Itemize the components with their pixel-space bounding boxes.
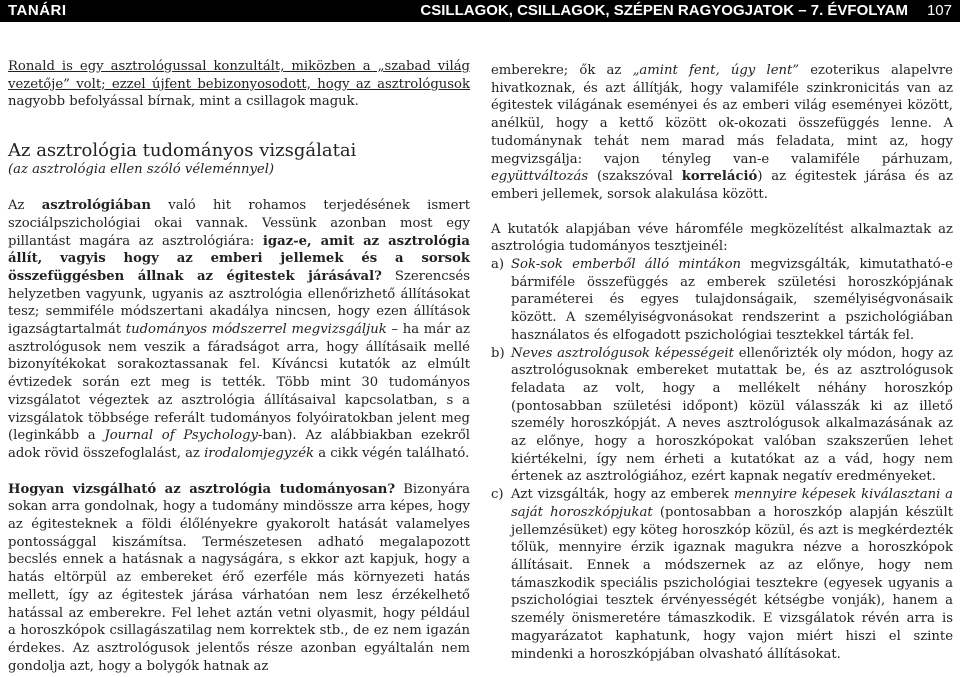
bold-heading-inline: Hogyan vizsgálható az asztrológia tudományosan? — [8, 481, 396, 497]
right-paragraph-1 — [491, 62, 953, 204]
section-title: Az asztrológia tudományos vizsgálatai — [8, 140, 357, 162]
text-run: ezoterikus alapelvre hivatkoznak, és azt állítják, hogy valamiféle szinkronicitás van az égitestek világának eseményei és az emberi világ eseményei között, anélkül, hogy a kettő között ok-okozati összefüggés lenne. A tudománynak tehát nem marad más feladata, mint az, hogy megvizsgálja: vajon tényleg van-e valamiféle párhuzam, — [491, 63, 953, 167]
italic-phrase: tudományos módszerrel megvizsgáljuk — [125, 322, 387, 338]
bold-term: korreláció — [681, 169, 758, 185]
intro-underlined-text: Ronald is egy asztrológussal konzultált, miközben a „szabad világ vezetője” volt; ezzel újfent bebizonyosodott, hogy az asztrológusok — [8, 59, 470, 92]
bold-question: igaz-e, amit az asztrológia állít, vagyis hogy az emberi jellemek és a sorsok összefüggésben állnak az égitestek járásával? — [8, 233, 470, 284]
text-run: Szerencsés helyzetben vagyunk, ugyanis az asztrológia ellenőrizhető állításokat tesz; semmiféle módszertani akadálya nincsen, hogy ezen állítások igazságtartalmát — [8, 268, 471, 338]
body-paragraph-2 — [8, 481, 470, 676]
text-run: megvizsgálták, kimutatható-e bármiféle összefüggés az emberek születési horoszkópjának paraméterei és egyes tulajdonságaik, személyiségvonásaik között. A személyiségvonásokat rendszerint a pszichológiában használatos és elfogadott pszichológiai tesztekkel tárták fel. — [511, 257, 953, 343]
methods-list — [491, 256, 953, 663]
text-run: (szakszóval — [588, 169, 682, 185]
italic-phrase: mennyire képesek kiválasztani a saját horoszkópjukat — [511, 487, 953, 520]
text-run: – ha már az asztrológusok nem veszik a fáradságot arra, hogy állításaik mellé bizonyítékokat sorakoztassanak fel. Kíváncsi kutatók az elmúlt évtizedek során ezt meg is tették. Több mint 30 tudományos vizsgálatot végeztek az asztrológia állításaival kapcsolatban, s a vizsgálatok többsége referált tudományos folyóiratokban jelent meg (leginkább a — [8, 322, 471, 444]
list-item-c — [491, 486, 953, 663]
intro-text: nagyobb befolyással bírnak, mint a csillagok maguk. — [8, 94, 359, 110]
list-label: a) — [491, 257, 505, 273]
body-paragraph-1 — [8, 197, 470, 463]
bold-term: asztrológiában — [41, 198, 151, 214]
text-run: -ban). Az alábbiakban ezekről adok rövid összefoglalást, az — [8, 428, 470, 461]
italic-term: együttváltozás — [491, 169, 589, 185]
list-label: c) — [491, 487, 504, 503]
text-run: emberekre; ők az — [491, 63, 633, 78]
right-paragraph-2: A kutatók alapjában véve háromféle megközelítést alkalmaztak az asztrológia tudományos tesztjeinél: — [491, 221, 953, 255]
text-run: ellenőrizték oly módon, hogy az asztrológusoknak embereket mutattak be, és az asztrológusok feladata az volt, hogy a mellékelt néhány horoszkóp (pontosabban születési időpont) közül válasszák ki az illető személy horoszkópját. A neves asztrológusok alkalmazásának az az előnye, hogy a horoszkópokat valóban szakszerűen lehet kiértékelni, így nem érheti a kutatókat az a vád, hogy nem értenek az asztrológiához, ezért kapnak negatív eredményeket. — [511, 345, 953, 485]
right-column — [491, 62, 953, 663]
text-run: (pontosabban a horoszkóp alapján készült jellemzésüket) egy köteg horoszkóp közül, és azt is megkérdezték tőlük, mennyire érzik igaznak magukra nézve a horoszkópok állításait. Ennek a módszernek az az előnye, hogy nem támaszkodik speciális pszichológiai tesztekre (egyesek ugyanis a pszichológiai tesztek érvényességét kétségbe vonják), hanem a személy önismeretére támaszkodik. E vizsgálatok révén arra is magyarázatot kaphatunk, hogy vajon miért hiszi el szinte mindenki a horoszkópjában olvasható állításokat. — [511, 504, 953, 662]
text-run: a cikk végén található. — [314, 445, 470, 461]
list-label: b) — [491, 345, 505, 361]
left-column — [8, 58, 470, 675]
header-section-label: TANÁRI — [8, 2, 67, 19]
text-run: való hit rohamos terjedésének ismert szociálpszichológiai okai vannak. Vessünk azonban most egy pillantást magára az asztrológiára: — [8, 198, 470, 249]
page-number: 107 — [926, 2, 952, 19]
list-item-a — [491, 256, 953, 345]
page-header — [0, 0, 960, 22]
italic-phrase: Neves asztrológusok képességeit — [511, 345, 734, 361]
text-run: Azt vizsgálták, hogy az emberek — [511, 487, 734, 503]
section-subtitle: (az asztrológia ellen szóló véleménnyel) — [8, 162, 275, 178]
italic-phrase: Sok-sok emberből álló mintákon — [511, 257, 742, 273]
text-run: ) az égitestek járása és az emberi jellemek, sorsok alakulása között. — [491, 169, 953, 202]
header-chapter-title: CSILLAGOK, CSILLAGOK, SZÉPEN RAGYOGJATOK – 7. ÉVFOLYAM — [420, 2, 908, 19]
italic-reference: irodalomjegyzék — [204, 445, 315, 461]
text-run: Bizonyára sokan arra gondolnak, hogy a tudomány mindössze arra képes, hogy az égitesteknek a földi élőlényekre gyakorolt hatását valamelyes pontossággal kiszámítsa. Természetesen adható megalapozott becslés ennek a hatásnak a nagyságára, s ekkor azt kapjuk, hogy a hatás eltörpül az embereket érő ezerféle más környezeti hatás mellett, így az égitestek járása várhatóan nem lesz érzékelhető hatással az emberekre. Fel lehet aztán vetni olyasmit, hogy például a horoszkópok csillagászatilag nem korrektek stb., de ez nem igazán érdekes. Az asztrológusok jelentős része azonban egyáltalán nem gondolja azt, hogy a bolygók hatnak az — [8, 481, 471, 674]
intro-paragraph — [8, 58, 470, 111]
italic-quote: „amint fent, úgy lent” — [632, 63, 800, 78]
list-item-b — [491, 345, 953, 487]
journal-title: Journal of Psychology — [104, 428, 258, 444]
text-run: Az — [8, 198, 42, 214]
